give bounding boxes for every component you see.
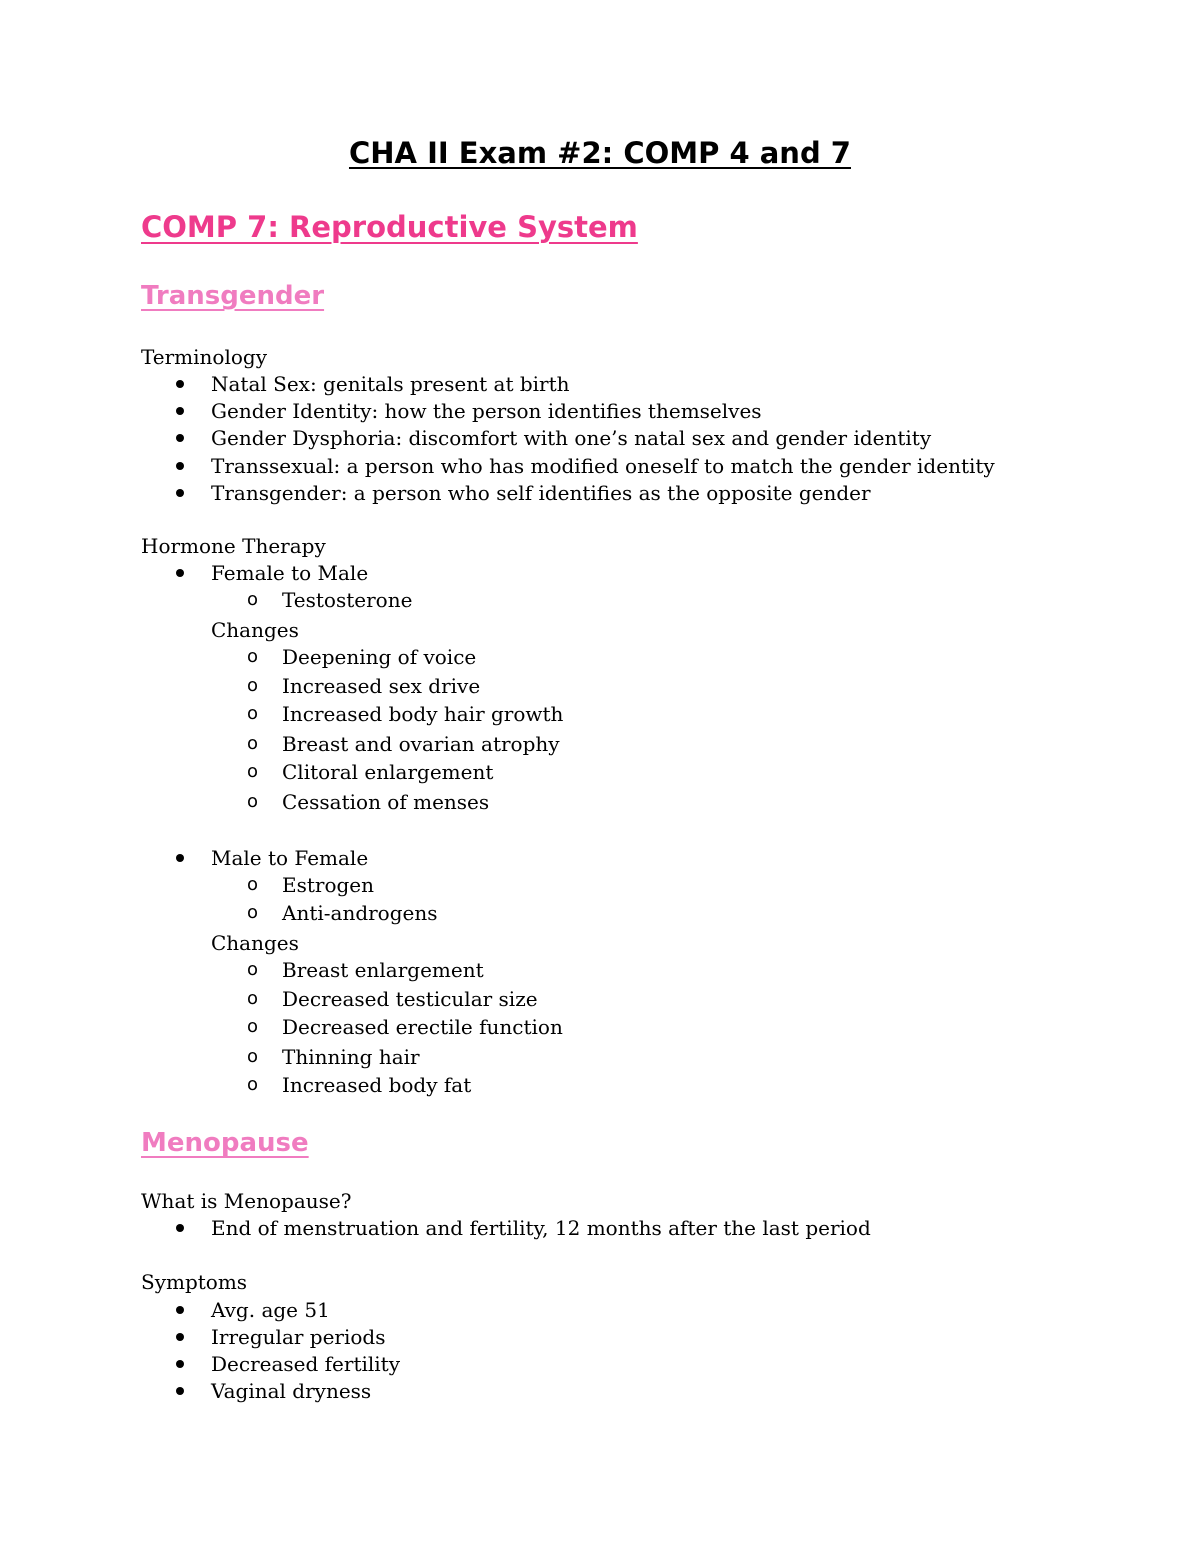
circle-bullet-icon: o <box>247 791 259 812</box>
terminology-item: Gender Identity: how the person identifies themselves <box>211 399 762 423</box>
circle-bullet-icon: o <box>247 703 259 724</box>
circle-bullet-icon: o <box>247 1074 259 1095</box>
ftm-label: Female to Male <box>211 561 369 585</box>
circle-bullet-icon: o <box>247 733 259 754</box>
ftm-change: Increased body hair growth <box>282 702 564 726</box>
symptom-item: Avg. age 51 <box>211 1298 330 1322</box>
bullet-icon <box>176 1224 184 1232</box>
hormone-therapy-label: Hormone Therapy <box>141 534 326 558</box>
mtf-change: Decreased erectile function <box>282 1015 563 1039</box>
mtf-change: Increased body fat <box>282 1073 472 1097</box>
symptoms-label: Symptoms <box>141 1270 248 1294</box>
bullet-icon <box>176 854 184 862</box>
circle-bullet-icon: o <box>247 874 259 895</box>
bullet-icon <box>176 1333 184 1341</box>
section-heading: COMP 7: Reproductive System <box>141 210 638 244</box>
circle-bullet-icon: o <box>247 1046 259 1067</box>
circle-bullet-icon: o <box>247 902 259 923</box>
circle-bullet-icon: o <box>247 589 259 610</box>
circle-bullet-icon: o <box>247 675 259 696</box>
ftm-change: Deepening of voice <box>282 645 477 669</box>
ftm-changes-label: Changes <box>211 618 299 642</box>
circle-bullet-icon: o <box>247 959 259 980</box>
mtf-change: Decreased testicular size <box>282 987 538 1011</box>
mtf-changes-label: Changes <box>211 931 299 955</box>
symptom-item: Decreased fertility <box>211 1352 401 1376</box>
ftm-change: Increased sex drive <box>282 674 481 698</box>
menopause-definition-item: End of menstruation and fertility, 12 months after the last period <box>211 1216 871 1240</box>
bullet-icon <box>176 1387 184 1395</box>
document-title: CHA II Exam #2: COMP 4 and 7 <box>348 136 851 170</box>
terminology-item: Transgender: a person who self identifies as the opposite gender <box>211 481 871 505</box>
ftm-change: Breast and ovarian atrophy <box>282 732 560 756</box>
mtf-hormone: Estrogen <box>282 873 375 897</box>
mtf-hormone: Anti-androgens <box>282 901 438 925</box>
ftm-hormone: Testosterone <box>282 588 413 612</box>
bullet-icon <box>176 462 184 470</box>
menopause-heading: Menopause <box>141 1128 309 1158</box>
mtf-change: Thinning hair <box>282 1045 420 1069</box>
bullet-icon <box>176 434 184 442</box>
circle-bullet-icon: o <box>247 1016 259 1037</box>
bullet-icon <box>176 380 184 388</box>
symptom-item: Vaginal dryness <box>211 1379 372 1403</box>
bullet-icon <box>176 407 184 415</box>
mtf-label: Male to Female <box>211 846 369 870</box>
terminology-label: Terminology <box>141 345 268 369</box>
bullet-icon <box>176 1306 184 1314</box>
terminology-item: Natal Sex: genitals present at birth <box>211 372 570 396</box>
bullet-icon <box>176 489 184 497</box>
circle-bullet-icon: o <box>247 646 259 667</box>
terminology-item: Transsexual: a person who has modified oneself to match the gender identity <box>211 454 995 478</box>
bullet-icon <box>176 1360 184 1368</box>
circle-bullet-icon: o <box>247 761 259 782</box>
terminology-item: Gender Dysphoria: discomfort with one’s natal sex and gender identity <box>211 426 932 450</box>
transgender-heading: Transgender <box>141 281 325 311</box>
menopause-definition-label: What is Menopause? <box>141 1189 352 1213</box>
symptom-item: Irregular periods <box>211 1325 386 1349</box>
mtf-change: Breast enlargement <box>282 958 484 982</box>
bullet-icon <box>176 569 184 577</box>
ftm-change: Clitoral enlargement <box>282 760 494 784</box>
circle-bullet-icon: o <box>247 988 259 1009</box>
ftm-change: Cessation of menses <box>282 790 490 814</box>
